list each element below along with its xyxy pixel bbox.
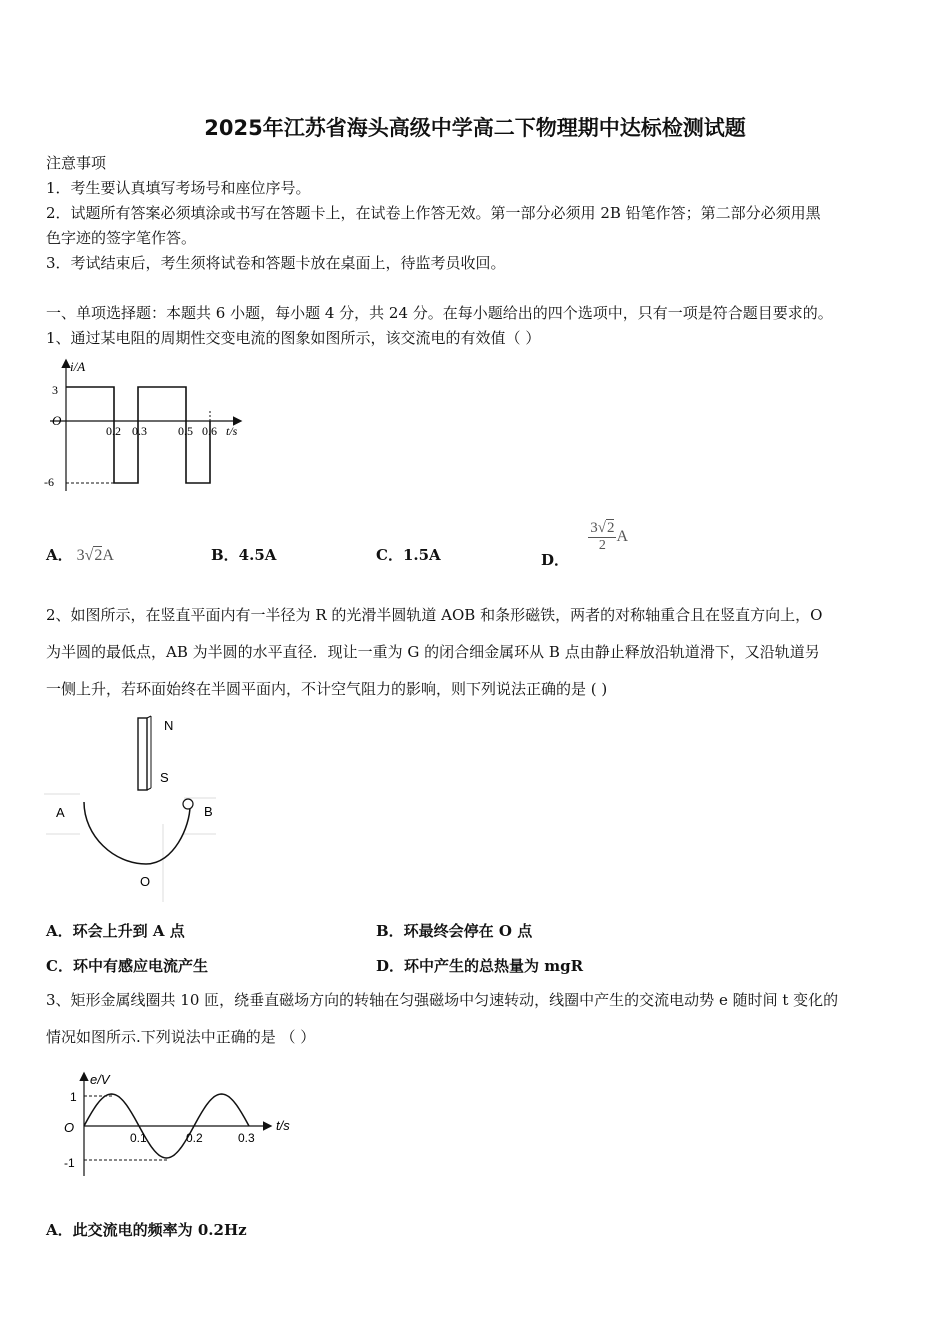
notice-item: 3．考试结束后，考生须将试卷和答题卡放在桌面上，待监考员收回。 — [46, 254, 506, 272]
origin-label: O — [64, 1120, 75, 1135]
q3-stem-line: 情况如图所示.下列说法中正确的是 （ ） — [46, 1028, 316, 1046]
magnet-north-label: N — [164, 718, 174, 733]
q2-stem-line: 为半圆的最低点，AB 为半圆的水平直径．现让一重为 G 的闭合细金属环从 B 点由静止释放沿轨道滑下，又沿轨道另 — [46, 643, 820, 661]
notice-item: 1．考生要认真填写考场号和座位序号。 — [46, 179, 311, 197]
bar-magnet — [138, 718, 147, 790]
y-tick-label: -1 — [64, 1156, 75, 1170]
x-axis-label: t/s — [276, 1118, 290, 1133]
point-b-label: B — [204, 804, 213, 819]
section-heading: 一、单项选择题：本题共 6 小题，每小题 4 分，共 24 分。在每小题给出的四个选项中，只有一项是符合题目要求的。 — [46, 304, 833, 322]
option-label: D． — [541, 551, 570, 569]
y-tick-label: 1 — [70, 1090, 77, 1104]
q1-stem: 1、通过某电阻的周期性交变电流的图象如图所示，该交流电的有效值（ ） — [46, 329, 541, 347]
q2-magnet-track-figure — [44, 706, 224, 902]
point-o-label: O — [140, 874, 151, 889]
semicircle-track — [84, 802, 190, 864]
y-tick-label: 3 — [52, 383, 58, 397]
q2-option-a[interactable]: A．环会上升到 A 点 — [46, 922, 185, 940]
option-label: A． — [46, 546, 73, 564]
magnet-south-label: S — [160, 770, 169, 785]
option-d-fraction: $\frac{3√2}{2}$ — [590, 520, 615, 553]
q3-emf-graph — [60, 1070, 310, 1182]
q2-option-d[interactable]: D．环中产生的总热量为 mgR — [376, 957, 584, 975]
q3-option-a[interactable]: A．此交流电的频率为 0.2Hz — [46, 1221, 247, 1239]
option-a-math: 3√2A — [76, 547, 114, 564]
x-tick-label: 0.1 — [130, 1131, 147, 1145]
x-tick-label: 0.3 — [132, 424, 147, 438]
q2-option-b[interactable]: B．环最终会停在 O 点 — [376, 922, 533, 940]
x-tick-label: 0.2 — [186, 1131, 203, 1145]
page-title: 2025年江苏省海头高级中学高二下物理期中达标检测试题 — [204, 116, 746, 140]
option-d-unit: A — [616, 528, 629, 545]
notice-item: 色字迹的签字笔作答。 — [46, 229, 197, 247]
metal-ring — [183, 799, 193, 809]
y-axis-label: i/A — [70, 359, 86, 374]
q1-option-d[interactable] — [541, 520, 629, 569]
q2-option-c[interactable]: C．环中有感应电流产生 — [46, 957, 208, 975]
q2-stem-line: 2、如图所示，在竖直平面内有一半径为 R 的光滑半圆轨道 AOB 和条形磁铁，两者的对称轴重合且在竖直方向上，O — [46, 606, 823, 624]
x-tick-label: 0.5 — [178, 424, 193, 438]
notice-heading: 注意事项 — [46, 154, 107, 172]
q1-option-c[interactable]: C．1.5A — [376, 546, 441, 564]
origin-label: O — [52, 413, 62, 428]
point-a-label: A — [56, 805, 65, 820]
q1-current-graph — [40, 355, 250, 495]
y-axis-label: e/V — [90, 1072, 110, 1087]
x-tick-label: 0.6 — [202, 424, 217, 438]
x-axis-label: t/s — [226, 424, 238, 438]
x-tick-label: 0.3 — [238, 1131, 255, 1145]
x-tick-label: 0.2 — [106, 424, 121, 438]
y-tick-label: -6 — [44, 475, 54, 489]
q2-stem-line: 一侧上升，若环面始终在半圆平面内，不计空气阻力的影响，则下列说法正确的是 ( ) — [46, 680, 608, 698]
q1-option-a[interactable] — [46, 544, 114, 565]
notice-item: 2．试题所有答案必须填涂或书写在答题卡上，在试卷上作答无效。第一部分必须用 2B 铅笔作答；第二部分必须用黑 — [46, 204, 821, 222]
q1-option-b[interactable]: B．4.5A — [211, 546, 277, 564]
q3-stem-line: 3、矩形金属线圈共 10 匝，绕垂直磁场方向的转轴在匀强磁场中匀速转动，线圈中产生的交流电动势 e 随时间 t 变化的 — [46, 991, 839, 1009]
